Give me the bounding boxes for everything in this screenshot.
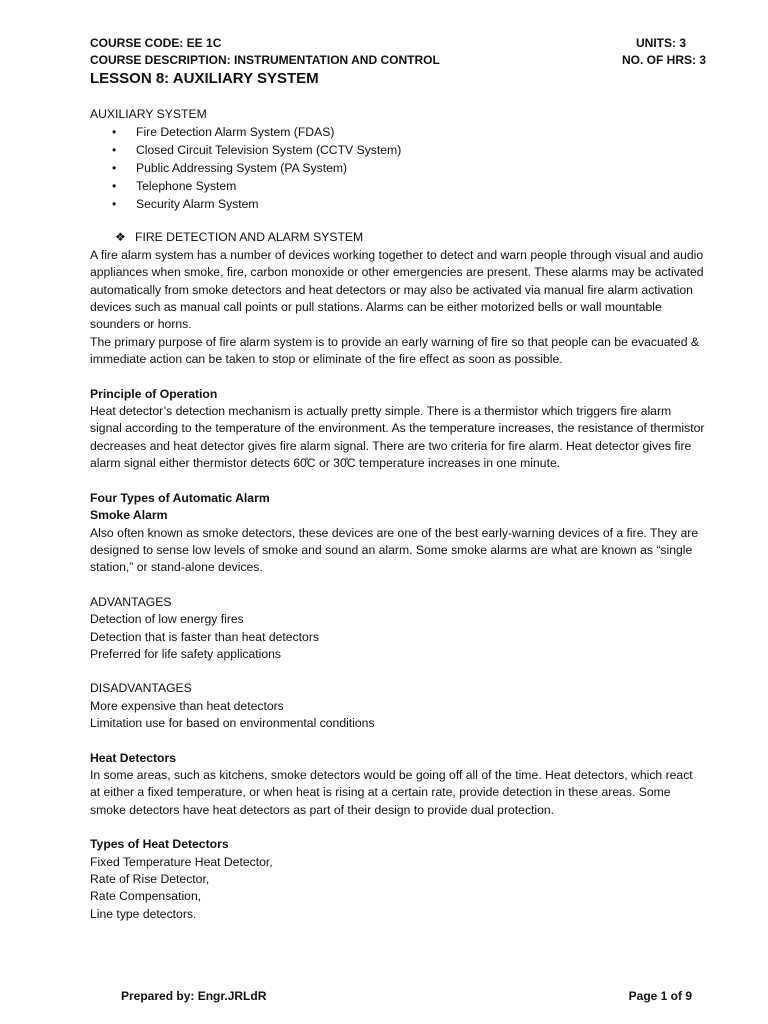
document-body [90,35,706,923]
disadvantages-heading: DISADVANTAGES [90,681,192,696]
heat-detectors-text: In some areas, such as kitchens, smoke detectors would be going off all of the time. Heat detectors, which react at either a fixed temperature, or when heat is rising at a certain rate, provide detection in these areas. Some smoke detectors have heat detectors as part of their design to provide dual protection. [90,767,693,817]
list-item: • Closed Circuit Television System (CCTV System) [112,143,402,158]
page-footer [121,989,692,1003]
advantage-item: Detection that is faster than heat detectors [90,629,319,644]
list-item: • Public Addressing System (PA System) [112,161,348,176]
page-number: Page 1 of 9 [628,989,692,1003]
smoke-alarm-heading: Smoke Alarm [90,508,168,523]
bullet-icon: • [112,143,117,158]
list-item: • Security Alarm System [112,197,259,212]
advantage-item: Preferred for life safety applications [90,646,282,661]
prepared-by: Prepared by: Engr.JRLdR [121,989,267,1003]
fire-paragraph-2: The primary purpose of fire alarm system is to provide an early warning of fire so that people can be evacuated & immediate action can be taken to stop or eliminate of the fire effect as soon as possible. [90,334,700,367]
diamond-bullet-icon: ❖ [115,230,126,245]
fire-paragraph-1: A fire alarm system has a number of devices working together to detect and warn people through visual and audio appliances when smoke, fire, carbon monoxide or other emergencies are present. These alarms may be activated automatically from smoke detectors and heat detectors or may also be activated via manual fire alarm activation devices such as manual call points or pull stations. Alarms can be either motorized bells or wall mountable sounders or horns. [90,247,704,332]
fire-heading: ❖ FIRE DETECTION AND ALARM SYSTEM [90,229,706,246]
bullet-icon: • [112,125,117,140]
heat-type-item: Rate Compensation, [90,889,202,904]
disadvantage-item: More expensive than heat detectors [90,698,284,713]
units: UNITS: 3 [635,36,686,50]
hours: NO. OF HRS: 3 [621,53,706,67]
heat-type-item: Rate of Rise Detector, [90,872,210,886]
types-heading: Four Types of Automatic Alarm [90,490,270,505]
disadvantage-item: Limitation use for based on environmental conditions [90,716,375,731]
smoke-alarm-text: Also often known as smoke detectors, these devices are one of the best early-warning devices of a fire. They are designed to sense low levels of smoke and sound an alarm. Some smoke alarms are what are known as “single station,” or stand-alone devices. [90,525,699,575]
advantage-item: Detection of low energy fires [90,612,244,627]
aux-list [90,123,706,213]
course-description: COURSE DESCRIPTION: INSTRUMENTATION AND CONTROL [90,53,440,67]
list-item: • Telephone System [112,179,237,194]
advantages-heading: ADVANTAGES [90,594,172,609]
heat-detectors-heading: Heat Detectors [90,750,177,765]
header-row-1 [90,35,706,52]
principle-heading: Principle of Operation [90,386,218,401]
principle-text: Heat detector’s detection mechanism is actually pretty simple. There is a thermistor which triggers fire alarm signal according to the temperature of the environment. As the temperature increases, the resistance of thermistor decreases and heat detector gives fire alarm signal. There are two criteria for fire alarm. Heat detector gives fire alarm signal either thermistor detects 60̊C or 30̊C temperature increases in one minute. [90,404,705,471]
list-item: • Fire Detection Alarm System (FDAS) [112,125,335,140]
header-row-2 [90,52,706,69]
course-code: COURSE CODE: EE 1C [90,36,222,50]
bullet-icon: • [112,161,117,176]
bullet-icon: • [112,179,117,194]
aux-heading: AUXILIARY SYSTEM [90,107,207,121]
heat-type-item: Line type detectors. [90,906,197,921]
heat-type-item: Fixed Temperature Heat Detector, [90,854,273,869]
heat-types-heading: Types of Heat Detectors [90,837,229,852]
lesson-title: LESSON 8: AUXILIARY SYSTEM [90,70,319,87]
bullet-icon: • [112,197,117,212]
